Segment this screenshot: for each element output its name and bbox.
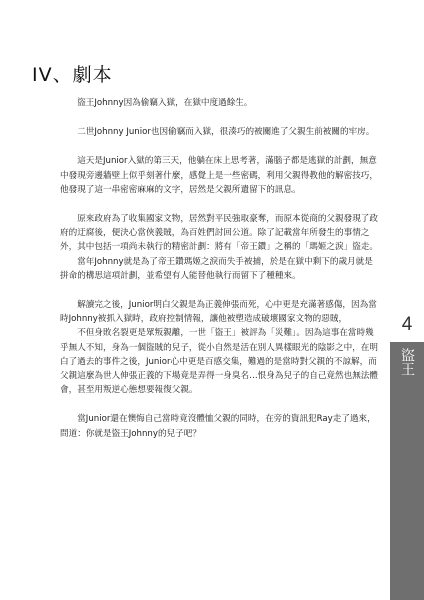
body-text: [60, 96, 378, 441]
paragraph-5: 當年Johnny就是為了帝王鑽瑪姬之淚而失手被捕，於是在獄中剩下的歲月就是拼命的構思這項計劃，並希望有人能替他執行而留下了種種來。: [60, 256, 373, 281]
paragraph-1: 盜王Johnny因為偷竊入獄，在獄中度過餘生。: [77, 98, 253, 108]
paragraph-2: 二世Johnny Junior也因偷竊而入獄，很湊巧的被關進了父親生前被關的牢房。: [77, 127, 375, 138]
paragraph-3: 這天是Junior入獄的第三天，他躺在床上思考著，滿腦子都是逃獄的計劃，無意中發現旁邊牆壁上似乎刻著什麼，感覺上是一些密碼，利用父親得教他的解密技巧，他發現了這一串密密麻麻的文字，居然是父親所遺留下的訊息。: [60, 156, 378, 195]
paragraph-7: 不但身敗名裂更是眾叛親離，一世「盜王」被評為「災難」。因為這事在當時幾乎無人不知，身為一個盜賊的兒子，從小自然是活在別人異樣眼光的陰影之中，在明白了過去的事件之後，Junior心中更是百感交集，難過的是當時對父親的不諒解，而父親這麼為世人伸張正義的下場竟是弄得一身臭名…恨身為兒子的自己竟然也無法體會，甚至用叛逆心態想要報復父親。: [60, 328, 378, 396]
chapter-title: 盜王: [399, 348, 415, 376]
page-heading: IV、劇本: [32, 64, 113, 86]
chapter-number-tab: 4: [390, 308, 424, 342]
paragraph-4: 原來政府為了收集國家文物，居然對平民強取豪奪，而原本從商的父親發現了政府的迂腐後，便決心當俠義賊，為百姓們討回公道。除了記載當年所發生的事情之外，其中包括一項尚未執行的精密計劃：將有「帝王鑽」之稱的「瑪姬之淚」盜走。: [60, 214, 378, 253]
paragraph-8: 當Junior還在懊悔自己當時竟沒體恤父親的同時，在旁的資訊犯Ray走了過來，問道：你就是盜王Johnny的兒子吧？: [60, 414, 376, 439]
paragraph-6: 解讀完之後，Junior明白父親是為正義伸張而死，心中更是充滿著感傷，因為當時Johnny被抓入獄時，政府控制情報，讓他被塑造成破壞國家文物的惡賊，: [60, 300, 377, 325]
